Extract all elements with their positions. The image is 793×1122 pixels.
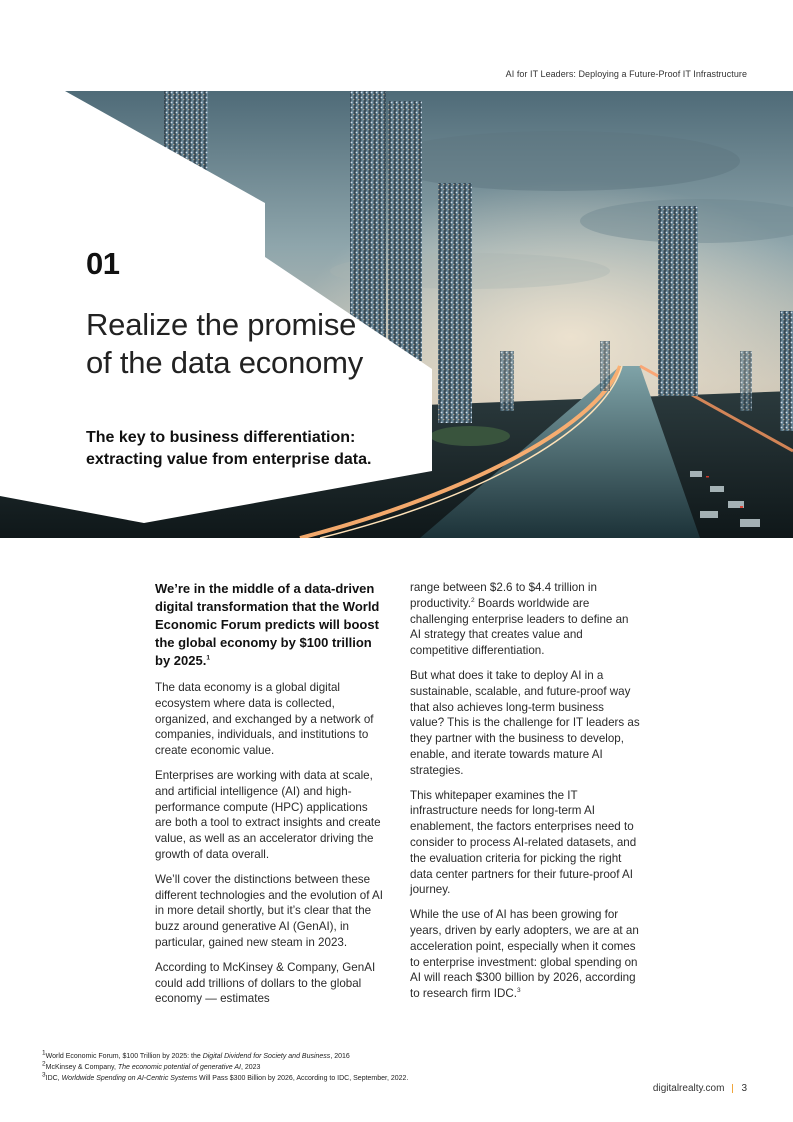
footer-separator bbox=[732, 1084, 733, 1093]
footnote: $^1$World Economic Forum, $100 Trillion by 2025: the Digital Dividend for Society and Business, 2016 bbox=[42, 1049, 350, 1060]
page-footer bbox=[653, 1083, 747, 1094]
page-subtitle: The key to business differentiation: extracting value from enterprise data. bbox=[86, 429, 372, 468]
chapter-number: 01 bbox=[86, 246, 120, 281]
paragraph: This whitepaper examines the IT infrastructure needs for long-term AI enablement, the factors enterprises need to consider to process AI-related datasets, and the evaluation criteria for picking the right data center partners for their future-proof AI journey. bbox=[410, 788, 637, 897]
body-column-right bbox=[410, 580, 640, 1011]
paragraph: We’ll cover the distinctions between these different technologies and the evolution of AI in more detail shortly, but it’s clear that the buzz around generative AI (GenAI), in particular, gained new steam in 2023. bbox=[155, 872, 383, 949]
body-column-left bbox=[155, 580, 385, 1016]
running-header: AI for IT Leaders: Deploying a Future-Proof IT Infrastructure bbox=[505, 69, 747, 79]
footnotes bbox=[42, 1051, 602, 1084]
paragraph: But what does it take to deploy AI in a sustainable, scalable, and future-proof way that also achieves long-term business value? This is the challenge for IT leaders as they partner with the business to develop, enable, and iterate towards mature AI strategies. bbox=[410, 668, 640, 777]
page-title: Realize the promise of the data economy bbox=[86, 307, 364, 380]
paragraph: Enterprises are working with data at scale, and artificial intelligence (AI) and high-performance compute (HPC) applications are both a tool to extract insights and create value, as well as an accelerator driving the growth of data overall. bbox=[155, 768, 381, 861]
paragraph: According to McKinsey & Company, GenAI could add trillions of dollars to the global economy — estimates bbox=[155, 960, 376, 1006]
lead-paragraph: We’re in the middle of a data-driven digital transformation that the World Economic Forum predicts will boost the global economy by $100 trillion by 2025.$^1$ bbox=[155, 581, 380, 668]
page-number: 3 bbox=[741, 1083, 747, 1094]
paragraph: While the use of AI has been growing for years, driven by early adopters, we are at an acceleration point, especially when it comes to enterprise investment: global spending on AI will reach $300 billion by 2026, according to research firm IDC.$^3$ bbox=[410, 908, 639, 1001]
footnote-ref: 2 bbox=[471, 596, 475, 604]
paragraph: The data economy is a global digital ecosystem where data is collected, organized, and exchanged by a network of companies, individuals, and institutions to create economic value. bbox=[155, 681, 374, 758]
footnote: $^2$McKinsey & Company, The economic potential of generative AI, 2023 bbox=[42, 1060, 261, 1071]
footnote: $^3$IDC, Worldwide Spending on AI-Centric Systems Will Pass $300 Billion by 2026, According to IDC, September, 2022. bbox=[42, 1071, 409, 1082]
paragraph: range between $2.6 to $4.4 trillion in productivity.$^2$ Boards worldwide are challenging enterprise leaders to define an AI strategy that creates value and competitive differentiation. bbox=[410, 581, 629, 658]
footnote-ref: 1 bbox=[206, 654, 210, 662]
website-link[interactable]: digitalrealty.com bbox=[652, 1083, 725, 1094]
footnote-ref: 3 bbox=[516, 987, 521, 995]
